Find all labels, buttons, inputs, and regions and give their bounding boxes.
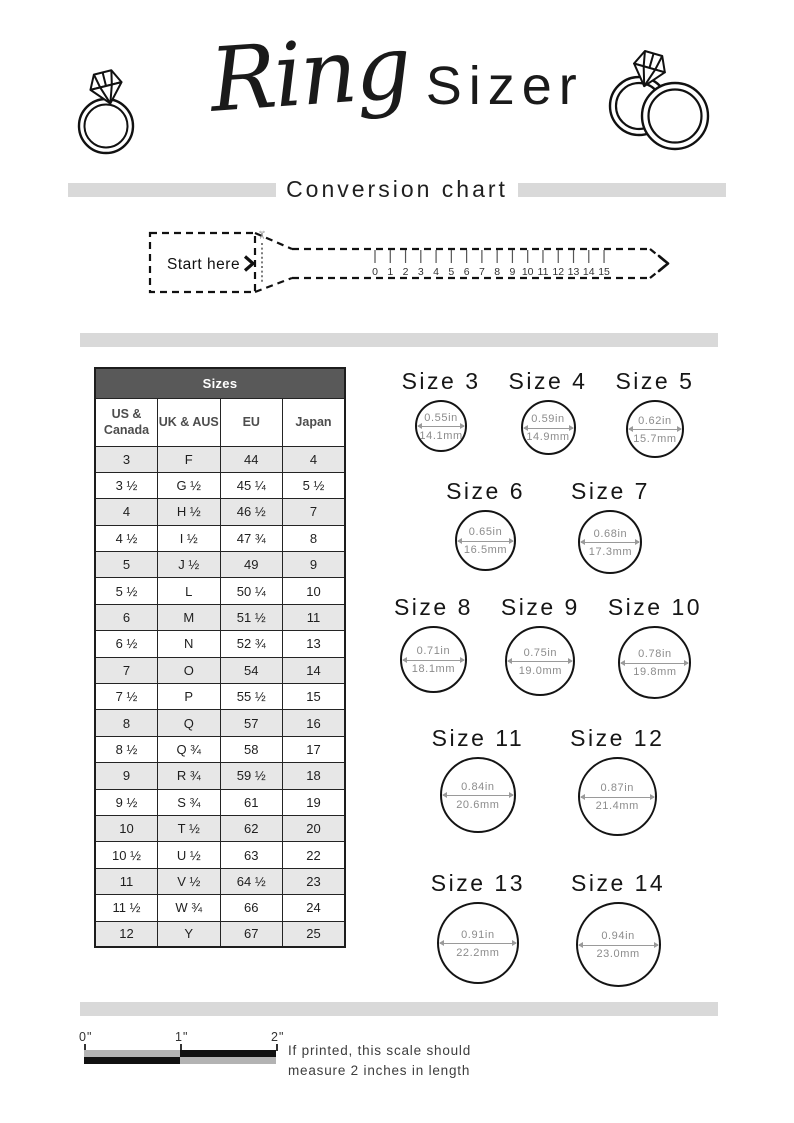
table-row bbox=[95, 736, 345, 762]
ruler-number: 15 bbox=[598, 266, 610, 278]
ruler-number: 5 bbox=[448, 266, 455, 278]
table-cell: V ½ bbox=[158, 868, 221, 894]
diameter-mm: 19.8mm bbox=[633, 666, 677, 678]
table-cell: 16 bbox=[283, 710, 346, 736]
diameter-arrow bbox=[581, 797, 654, 798]
subtitle bbox=[0, 176, 794, 203]
table-cell: 46 ½ bbox=[220, 499, 283, 525]
size-title: Size 12 bbox=[570, 725, 665, 751]
size-title: Size 3 bbox=[401, 368, 481, 394]
ruler-number: 0 bbox=[372, 266, 378, 278]
table-cell: 19 bbox=[283, 789, 346, 815]
ring-size-circle bbox=[626, 400, 684, 458]
table-row bbox=[95, 895, 345, 921]
table-cell: 3 ½ bbox=[95, 472, 158, 498]
divider-bar-bottom bbox=[80, 1002, 718, 1016]
scale-label-2: 2" bbox=[271, 1030, 285, 1044]
table-cell: 13 bbox=[283, 631, 346, 657]
ring-size-circle bbox=[578, 757, 657, 836]
table-cell: 10 ½ bbox=[95, 842, 158, 868]
size-conversion-table bbox=[94, 367, 346, 948]
table-cell: 3 bbox=[95, 446, 158, 472]
diameter-inches: 0.91in bbox=[461, 928, 495, 941]
table-row bbox=[95, 446, 345, 472]
table-caption: Sizes bbox=[95, 368, 345, 398]
table-cell: 45 ¼ bbox=[220, 472, 283, 498]
table-row bbox=[95, 604, 345, 630]
table-cell: I ½ bbox=[158, 525, 221, 551]
size-block bbox=[509, 368, 588, 455]
diameter-arrow bbox=[581, 542, 639, 543]
column-header-eu: EU bbox=[220, 398, 283, 446]
ring-size-circle bbox=[437, 902, 519, 984]
table-row bbox=[95, 815, 345, 841]
size-row bbox=[431, 870, 665, 987]
table-cell: L bbox=[158, 578, 221, 604]
ring-size-circle bbox=[400, 626, 467, 693]
print-note-line2: measure 2 inches in length bbox=[288, 1063, 471, 1078]
scale-segment bbox=[84, 1057, 180, 1064]
ruler-number: 8 bbox=[494, 266, 501, 278]
table-cell: 63 bbox=[220, 842, 283, 868]
table-cell: 44 bbox=[220, 446, 283, 472]
diameter-inches: 0.55in bbox=[424, 411, 458, 424]
size-block bbox=[394, 594, 473, 693]
ruler-number: 7 bbox=[478, 266, 485, 278]
table-row bbox=[95, 842, 345, 868]
diameter-arrow bbox=[579, 945, 658, 946]
table-row bbox=[95, 684, 345, 710]
diameter-mm: 18.1mm bbox=[411, 663, 456, 675]
ring-sizer-strip bbox=[145, 222, 680, 302]
table-cell: 67 bbox=[220, 921, 283, 947]
table-row bbox=[95, 578, 345, 604]
ruler-number: 2 bbox=[402, 266, 409, 278]
table-cell: H ½ bbox=[158, 499, 221, 525]
table-cell: 64 ½ bbox=[220, 868, 283, 894]
table-cell: 9 ½ bbox=[95, 789, 158, 815]
title-script-word: Ring bbox=[206, 15, 414, 132]
diameter-mm: 17.3mm bbox=[588, 545, 633, 558]
table-cell: 11 bbox=[283, 604, 346, 630]
scale-segment bbox=[84, 1050, 180, 1057]
size-row bbox=[432, 725, 665, 836]
size-title: Size 6 bbox=[446, 478, 525, 504]
ruler-number: 9 bbox=[509, 266, 516, 278]
table-cell: S ¾ bbox=[158, 789, 221, 815]
table-cell: 61 bbox=[220, 789, 283, 815]
diameter-inches: 0.62in bbox=[638, 414, 672, 427]
divider-bar-top bbox=[80, 333, 718, 347]
ruler-number: 3 bbox=[417, 266, 424, 278]
table-cell: 49 bbox=[220, 552, 283, 578]
table-cell: 24 bbox=[283, 895, 346, 921]
table-row bbox=[95, 472, 345, 498]
ring-size-circle bbox=[521, 400, 576, 455]
table-cell: 22 bbox=[283, 842, 346, 868]
scale-segment bbox=[180, 1050, 276, 1057]
size-title: Size 11 bbox=[431, 725, 525, 751]
subtitle-bar-left bbox=[68, 183, 276, 197]
table-row bbox=[95, 710, 345, 736]
table-cell: 8 bbox=[95, 710, 158, 736]
table-cell: 52 ¾ bbox=[220, 631, 283, 657]
table-cell: 51 ½ bbox=[220, 604, 283, 630]
size-block bbox=[571, 478, 650, 574]
table-cell: 9 bbox=[283, 552, 346, 578]
size-title: Size 13 bbox=[430, 870, 525, 896]
table-cell: 59 ½ bbox=[220, 763, 283, 789]
table-cell: 5 ½ bbox=[283, 472, 346, 498]
scale-segment bbox=[180, 1057, 276, 1064]
table-cell: R ¾ bbox=[158, 763, 221, 789]
table-cell: F bbox=[158, 446, 221, 472]
table-cell: 10 bbox=[283, 578, 346, 604]
table-cell: 15 bbox=[283, 684, 346, 710]
ruler-number: 13 bbox=[567, 266, 580, 278]
table-cell: 4 ½ bbox=[95, 525, 158, 551]
table-row bbox=[95, 525, 345, 551]
table-cell: 11 ½ bbox=[95, 895, 158, 921]
scissors-icon: ✂ bbox=[255, 230, 267, 240]
ring-size-circle bbox=[440, 757, 516, 833]
diameter-mm: 19.0mm bbox=[518, 664, 563, 677]
size-title: Size 14 bbox=[571, 870, 666, 896]
diameter-mm: 16.5mm bbox=[463, 544, 508, 556]
table-cell: 57 bbox=[220, 710, 283, 736]
ruler-number: 1 bbox=[387, 266, 394, 278]
diameter-inches: 0.65in bbox=[468, 526, 503, 538]
table-cell: T ½ bbox=[158, 815, 221, 841]
diameter-arrow bbox=[621, 663, 688, 664]
table-cell: 47 ¾ bbox=[220, 525, 283, 551]
table-cell: G ½ bbox=[158, 472, 221, 498]
diameter-inches: 0.68in bbox=[593, 527, 628, 540]
size-title: Size 7 bbox=[571, 478, 650, 504]
size-row bbox=[446, 478, 650, 574]
ruler-number: 10 bbox=[521, 266, 534, 278]
table-cell: 10 bbox=[95, 815, 158, 841]
table-cell: 18 bbox=[283, 763, 346, 789]
diameter-mm: 22.2mm bbox=[456, 946, 500, 959]
ruler-number: 4 bbox=[433, 266, 440, 278]
print-note-line1: If printed, this scale should bbox=[288, 1043, 472, 1058]
column-header-japan: Japan bbox=[283, 398, 346, 446]
table-cell: 55 ½ bbox=[220, 684, 283, 710]
table-cell: Y bbox=[158, 921, 221, 947]
table-cell: Q bbox=[158, 710, 221, 736]
size-block bbox=[571, 870, 665, 987]
table-cell: 9 bbox=[95, 763, 158, 789]
table-cell: 11 bbox=[95, 868, 158, 894]
diameter-inches: 0.59in bbox=[531, 413, 565, 425]
size-row bbox=[402, 368, 695, 458]
table-cell: 58 bbox=[220, 736, 283, 762]
table-cell: 4 bbox=[95, 499, 158, 525]
table-cell: 14 bbox=[283, 657, 346, 683]
ring-size-circle bbox=[415, 400, 467, 452]
diameter-mm: 23.0mm bbox=[596, 948, 640, 960]
size-circles-panel bbox=[356, 364, 740, 987]
strip-end-arrow bbox=[659, 256, 668, 271]
table-cell: 5 ½ bbox=[95, 578, 158, 604]
ring-size-circle bbox=[618, 626, 691, 699]
column-header-us-canada: US & Canada bbox=[95, 398, 158, 446]
table-cell: 8 ½ bbox=[95, 736, 158, 762]
diameter-mm: 15.7mm bbox=[633, 432, 677, 445]
scale-tick-2 bbox=[276, 1044, 278, 1051]
table-cell: 6 ½ bbox=[95, 631, 158, 657]
diameter-arrow bbox=[458, 541, 513, 542]
diameter-inches: 0.94in bbox=[601, 930, 635, 942]
table-row bbox=[95, 789, 345, 815]
ring-size-circle bbox=[455, 510, 516, 571]
size-row bbox=[394, 594, 702, 699]
diameter-arrow bbox=[440, 943, 516, 944]
size-table-body bbox=[95, 446, 345, 947]
table-cell: U ½ bbox=[158, 842, 221, 868]
table-row bbox=[95, 552, 345, 578]
scale-label-1: 1" bbox=[175, 1030, 189, 1044]
ruler-number: 11 bbox=[537, 266, 549, 278]
ring-size-circle bbox=[578, 510, 642, 574]
ruler-number: 14 bbox=[582, 266, 595, 278]
table-row bbox=[95, 631, 345, 657]
size-block bbox=[432, 725, 525, 833]
table-cell: M bbox=[158, 604, 221, 630]
table-cell: 12 bbox=[95, 921, 158, 947]
table-cell: Q ¾ bbox=[158, 736, 221, 762]
table-cell: J ½ bbox=[158, 552, 221, 578]
table-cell: 7 bbox=[283, 499, 346, 525]
table-cell: 7 bbox=[95, 657, 158, 683]
diameter-arrow bbox=[418, 426, 464, 427]
table-cell: 50 ¼ bbox=[220, 578, 283, 604]
diameter-inches: 0.75in bbox=[523, 646, 558, 659]
table-row bbox=[95, 763, 345, 789]
diameter-arrow bbox=[443, 795, 513, 796]
diameter-arrow bbox=[629, 429, 681, 430]
start-here-chevron-icon bbox=[245, 257, 253, 271]
table-cell: 17 bbox=[283, 736, 346, 762]
diameter-mm: 14.9mm bbox=[526, 431, 570, 443]
table-cell: P bbox=[158, 684, 221, 710]
ruler bbox=[372, 250, 610, 278]
size-block bbox=[615, 368, 694, 458]
table-row bbox=[95, 499, 345, 525]
ruler-number: 6 bbox=[463, 266, 470, 278]
diameter-inches: 0.84in bbox=[461, 780, 495, 793]
wedding-rings-icon bbox=[592, 42, 714, 159]
table-cell: N bbox=[158, 631, 221, 657]
diameter-mm: 21.4mm bbox=[595, 800, 639, 812]
size-title: Size 5 bbox=[615, 368, 695, 394]
size-title: Size 10 bbox=[607, 594, 703, 620]
subtitle-bar-right bbox=[518, 183, 726, 197]
size-block bbox=[608, 594, 702, 699]
table-cell: 23 bbox=[283, 868, 346, 894]
table-cell: 66 bbox=[220, 895, 283, 921]
subtitle-text: Conversion chart bbox=[286, 176, 508, 202]
start-here-label: Start here bbox=[167, 256, 241, 273]
ring-size-circle bbox=[576, 902, 661, 987]
diameter-mm: 14.1mm bbox=[419, 429, 463, 442]
diameter-arrow bbox=[508, 661, 572, 662]
table-cell: 62 bbox=[220, 815, 283, 841]
table-cell: 7 ½ bbox=[95, 684, 158, 710]
ruler-number: 12 bbox=[552, 266, 565, 278]
size-title: Size 4 bbox=[508, 368, 588, 394]
table-cell: W ¾ bbox=[158, 895, 221, 921]
diameter-arrow bbox=[403, 660, 464, 661]
size-block bbox=[431, 870, 525, 984]
diameter-inches: 0.87in bbox=[600, 782, 635, 794]
table-row bbox=[95, 657, 345, 683]
table-row bbox=[95, 868, 345, 894]
diameter-arrow bbox=[524, 428, 573, 429]
diameter-inches: 0.78in bbox=[638, 648, 672, 660]
table-cell: O bbox=[158, 657, 221, 683]
ring-size-circle bbox=[505, 626, 575, 696]
title-rest-word: Sizer bbox=[425, 56, 584, 116]
table-cell: 20 bbox=[283, 815, 346, 841]
column-header-uk-aus: UK & AUS bbox=[158, 398, 221, 446]
size-block bbox=[501, 594, 580, 696]
table-cell: 8 bbox=[283, 525, 346, 551]
diameter-inches: 0.71in bbox=[416, 645, 451, 657]
table-cell: 6 bbox=[95, 604, 158, 630]
table-cell: 54 bbox=[220, 657, 283, 683]
size-title: Size 9 bbox=[500, 594, 580, 620]
size-title: Size 8 bbox=[393, 594, 473, 620]
size-block bbox=[402, 368, 481, 452]
scale-label-0: 0" bbox=[79, 1030, 93, 1044]
size-block bbox=[446, 478, 525, 571]
table-cell: 5 bbox=[95, 552, 158, 578]
diameter-mm: 20.6mm bbox=[456, 798, 500, 811]
size-block bbox=[570, 725, 664, 836]
table-row bbox=[95, 921, 345, 947]
table-cell: 25 bbox=[283, 921, 346, 947]
table-cell: 4 bbox=[283, 446, 346, 472]
